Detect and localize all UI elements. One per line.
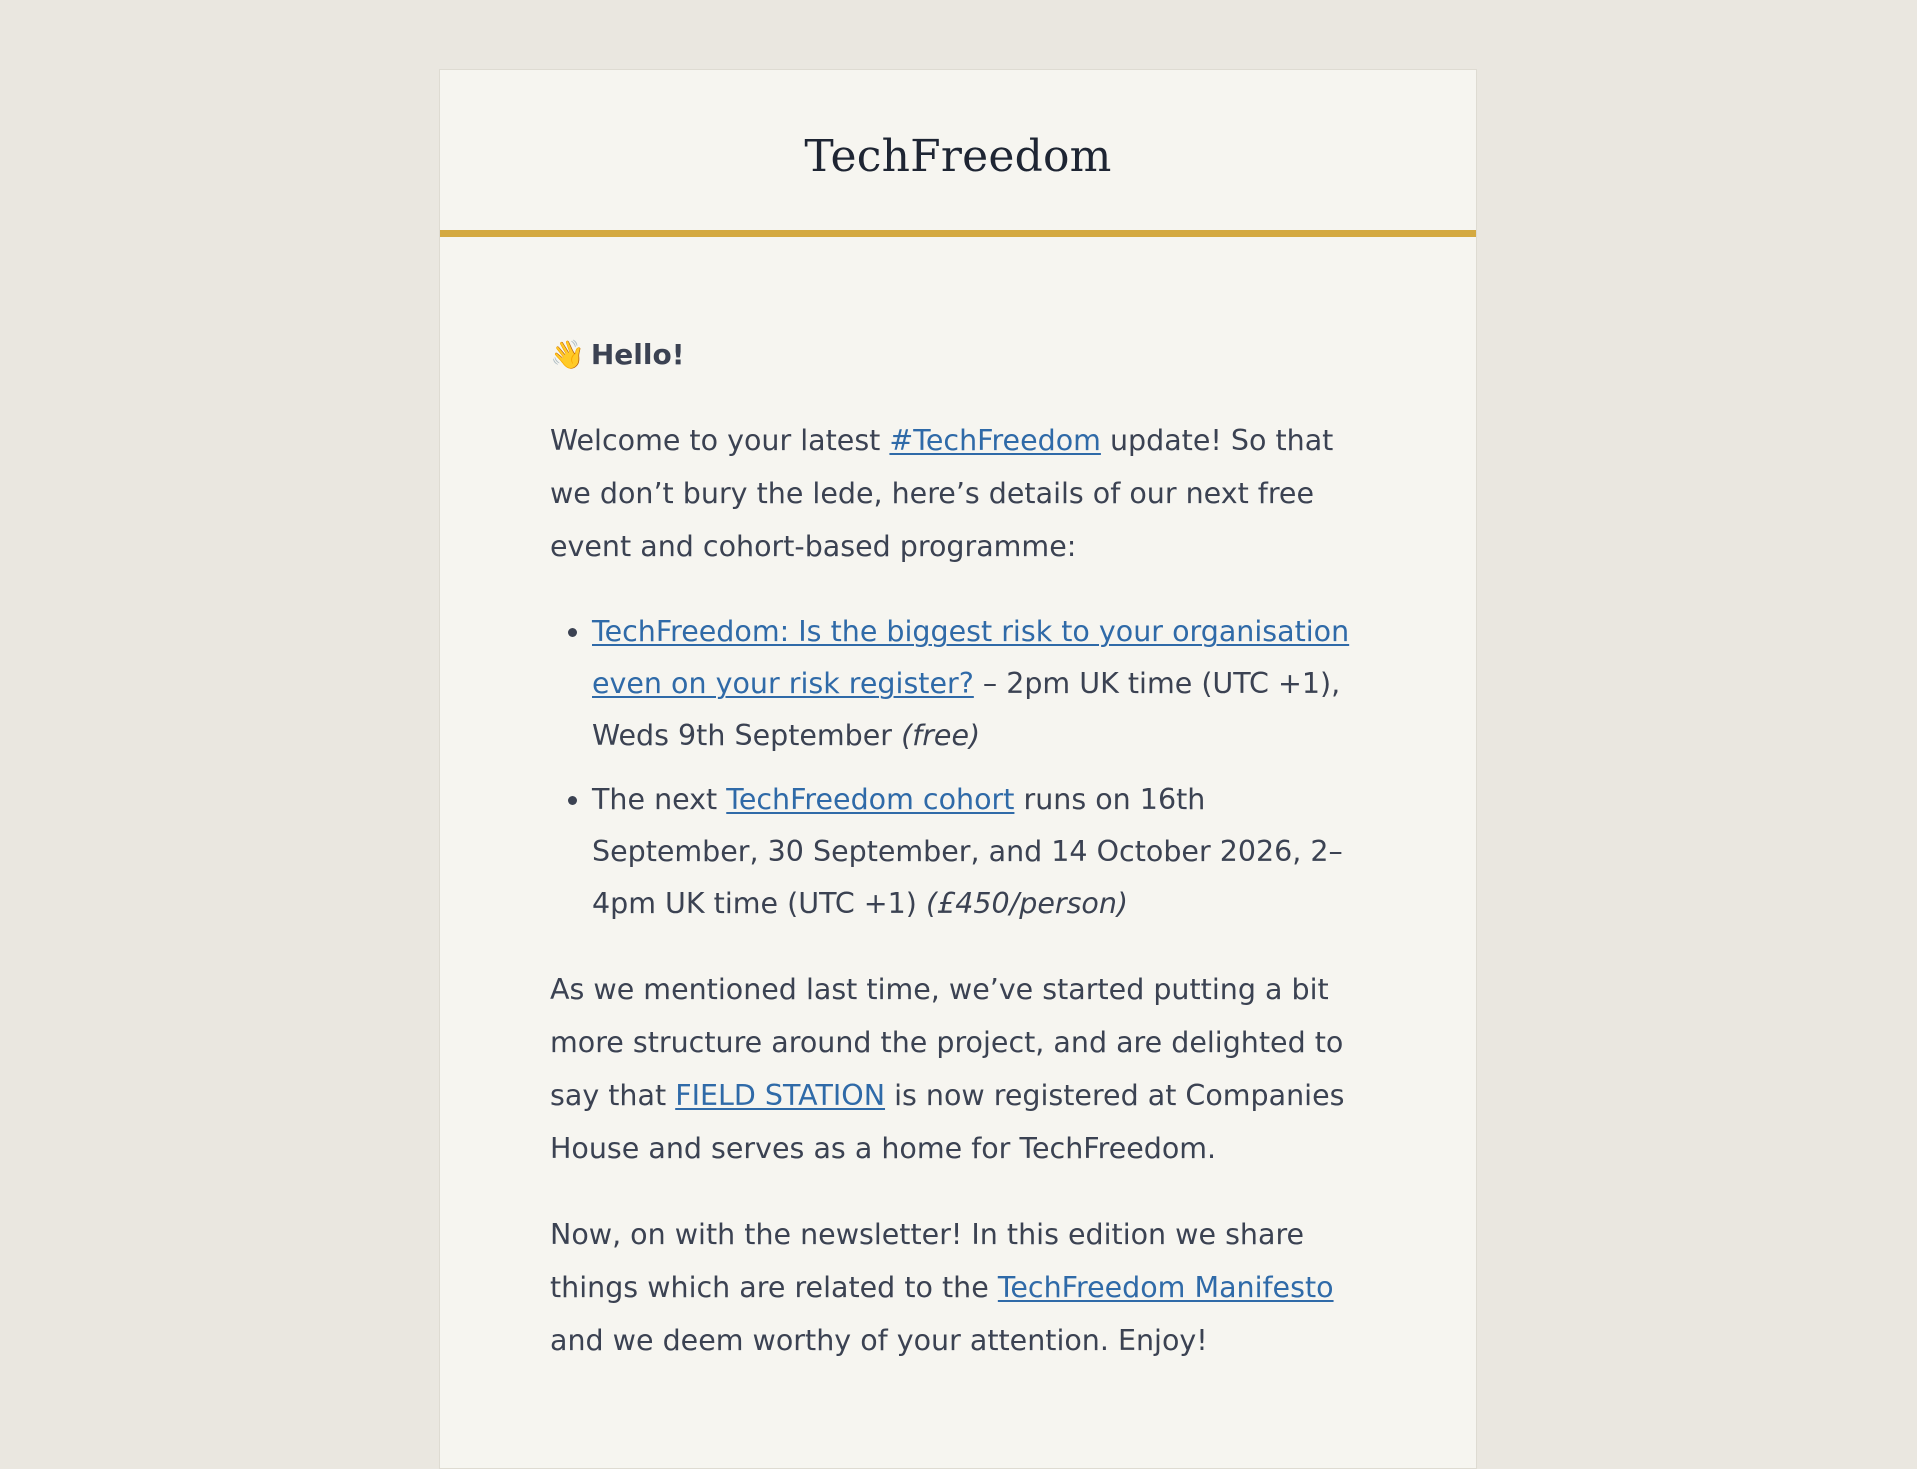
- greeting-text: Hello!: [590, 338, 685, 371]
- field-station-link[interactable]: FIELD STATION: [675, 1079, 886, 1113]
- newsletter-title: TechFreedom: [804, 130, 1112, 182]
- techfreedom-hashtag-link[interactable]: #TechFreedom: [889, 424, 1101, 458]
- event-details: – 2pm UK time (UTC +1), Weds 9th September: [592, 667, 1341, 753]
- cohort-link[interactable]: TechFreedom cohort: [726, 783, 1015, 817]
- structure-text-before: As we mentioned last time, we’ve started putting a bit more structure around the project, and are delighted to say that: [550, 973, 1344, 1113]
- cohort-text-before: The next: [592, 783, 727, 817]
- events-list: [550, 606, 1366, 930]
- newsletter-card: [439, 69, 1477, 1469]
- closing-text-before: Now, on with the newsletter! In this edition we share things which are related to the: [550, 1218, 1305, 1305]
- structure-paragraph: [550, 963, 1366, 1175]
- closing-text-after: and we deem worthy of your attention. Enjoy!: [550, 1324, 1208, 1358]
- structure-text-after: is now registered at Companies House and serves as a home for TechFreedom.: [550, 1079, 1345, 1166]
- intro-text-after: update! So that we don’t bury the lede, here’s details of our next free event and cohort-based programme:: [550, 424, 1334, 564]
- newsletter-header: [440, 70, 1476, 237]
- list-item-event: [592, 606, 1366, 762]
- intro-paragraph: [550, 414, 1366, 573]
- newsletter-body: [440, 237, 1476, 1367]
- manifesto-link[interactable]: TechFreedom Manifesto: [997, 1271, 1334, 1305]
- event-link[interactable]: TechFreedom: Is the biggest risk to your organisation even on your risk register?: [592, 615, 1350, 701]
- closing-paragraph: [550, 1208, 1366, 1367]
- cohort-price: (£450/person): [925, 887, 1129, 921]
- list-item-cohort: [592, 774, 1366, 930]
- intro-text-before: Welcome to your latest: [550, 424, 890, 458]
- waving-hand-icon: 👋: [550, 338, 585, 371]
- greeting-heading: [550, 335, 1366, 374]
- cohort-details: runs on 16th September, 30 September, and 14 October 2026, 2–4pm UK time (UTC +1): [592, 783, 1343, 921]
- event-price: (free): [901, 719, 981, 753]
